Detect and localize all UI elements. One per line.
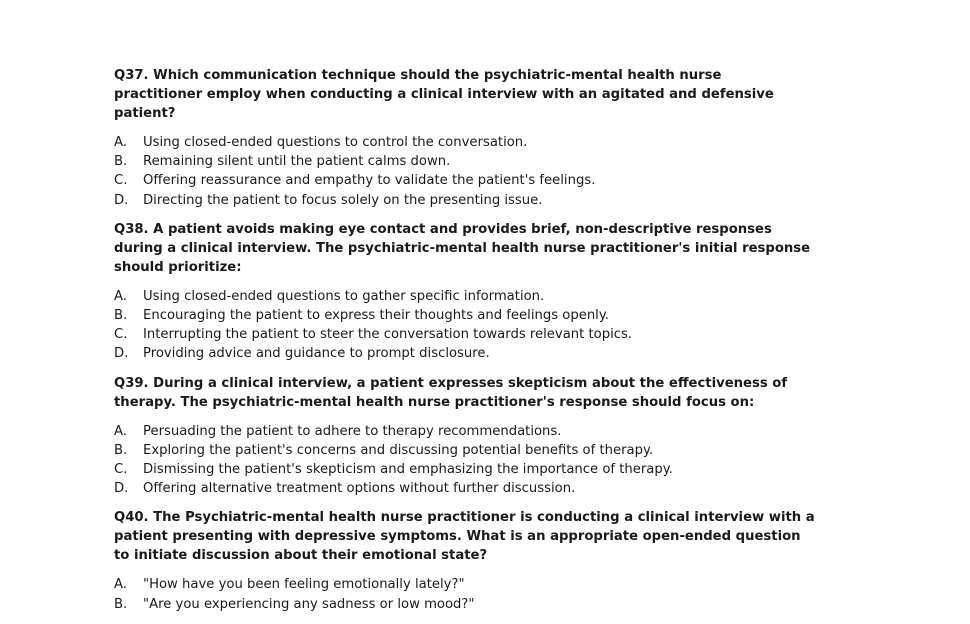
option-text: Offering reassurance and empathy to validate the patient's feelings. — [143, 173, 596, 189]
question-line: patient? — [114, 106, 176, 121]
option-q38-d — [114, 344, 864, 363]
option-q38-b — [114, 306, 864, 325]
option-letter: A. — [114, 288, 127, 304]
option-q37-a — [114, 133, 864, 152]
option-text: "How have you been feeling emotionally lately?" — [143, 577, 465, 593]
option-letter: B. — [114, 442, 128, 458]
options-list-q39 — [114, 422, 864, 499]
option-text: "Are you experiencing any sadness or low mood?" — [143, 596, 475, 612]
option-q37-c — [114, 171, 864, 190]
option-text: Directing the patient to focus solely on the presenting issue. — [143, 192, 543, 208]
option-q40-b — [114, 595, 864, 614]
option-text: Dismissing the patient's skepticism and emphasizing the importance of therapy. — [143, 462, 673, 478]
option-letter: A. — [114, 135, 127, 150]
option-letter: C. — [114, 327, 128, 343]
question-text-q38 — [114, 220, 864, 277]
question-text-q40 — [114, 508, 864, 565]
options-list-q38 — [114, 287, 864, 364]
question-line: therapy. The psychiatric-mental health nurse practitioner's response should focus on: — [114, 394, 755, 410]
question-block-q39 — [114, 374, 864, 499]
option-letter: D. — [114, 346, 129, 362]
option-text: Exploring the patient's concerns and discussing potential benefits of therapy. — [143, 442, 654, 458]
question-block-q40 — [114, 508, 864, 613]
option-q38-c — [114, 325, 864, 344]
option-text: Using closed-ended questions to control the conversation. — [143, 135, 528, 150]
option-text: Encouraging the patient to express their thoughts and feelings openly. — [143, 308, 609, 324]
option-letter: B. — [114, 308, 128, 324]
options-list-q40 — [114, 575, 864, 613]
document-page — [114, 66, 864, 624]
option-q39-d — [114, 479, 864, 498]
option-text: Persuading the patient to adhere to therapy recommendations. — [143, 423, 562, 439]
option-letter: D. — [114, 192, 129, 208]
option-letter: C. — [114, 462, 128, 478]
option-text: Providing advice and guidance to prompt disclosure. — [143, 346, 490, 362]
question-line: patient presenting with depressive symptoms. What is an appropriate open-ended question — [114, 529, 801, 545]
question-line: Q38. A patient avoids making eye contact and provides brief, non-descriptive responses — [114, 221, 772, 237]
option-letter: A. — [114, 423, 127, 439]
option-text: Using closed-ended questions to gather specific information. — [143, 288, 545, 304]
question-line: Q39. During a clinical interview, a patient expresses skepticism about the effectiveness of — [114, 375, 788, 391]
question-block-q37 — [114, 66, 864, 210]
option-text: Remaining silent until the patient calms down. — [143, 154, 451, 170]
option-letter: C. — [114, 173, 128, 189]
option-q39-a — [114, 422, 864, 441]
option-letter: A. — [114, 577, 127, 593]
question-text-q39 — [114, 374, 864, 412]
option-letter: B. — [114, 596, 128, 612]
option-q37-b — [114, 152, 864, 171]
question-line: should prioritize: — [114, 259, 242, 275]
option-q38-a — [114, 287, 864, 306]
option-text: Interrupting the patient to steer the conversation towards relevant topics. — [143, 327, 633, 343]
question-line: during a clinical interview. The psychiatric-mental health nurse practitioner's initial response — [114, 240, 811, 256]
option-q40-a — [114, 575, 864, 594]
option-letter: B. — [114, 154, 128, 170]
option-q39-b — [114, 441, 864, 460]
option-text: Offering alternative treatment options without further discussion. — [143, 481, 576, 497]
option-letter: D. — [114, 481, 129, 497]
question-line: Q37. Which communication technique should the psychiatric-mental health nurse — [114, 68, 722, 83]
option-q37-d — [114, 191, 864, 210]
option-q39-c — [114, 460, 864, 479]
question-block-q38 — [114, 220, 864, 364]
question-line: practitioner employ when conducting a clinical interview with an agitated and defensive — [114, 87, 774, 102]
question-line: to initiate discussion about their emotional state? — [114, 548, 488, 564]
question-line: Q40. The Psychiatric-mental health nurse practitioner is conducting a clinical interview with a — [114, 510, 815, 526]
question-text-q37 — [114, 66, 864, 123]
options-list-q37 — [114, 133, 864, 210]
